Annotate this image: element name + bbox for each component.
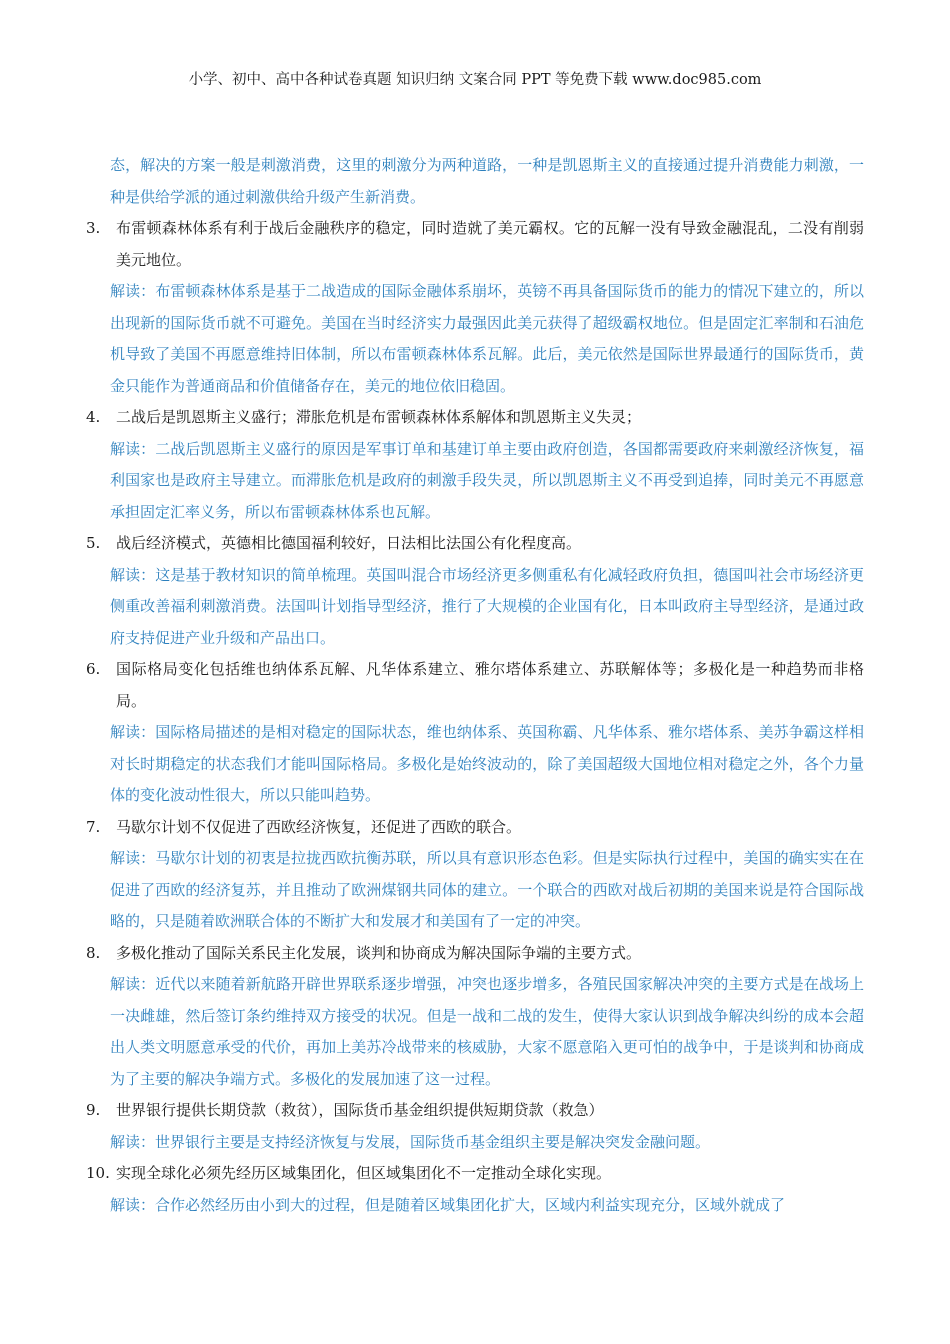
list-item — [86, 1095, 864, 1158]
item-statement: 战后经济模式，英德相比德国福利较好，日法相比法国公有化程度高。 — [116, 534, 582, 552]
page-header: 小学、初中、高中各种试卷真题 知识归纳 文案合同 PPT 等免费下载 www.doc985.com — [188, 72, 762, 88]
list-item — [86, 528, 864, 654]
item-interpretation: 解读：国际格局描述的是相对稳定的国际状态，维也纳体系、英国称霸、凡华体系、雅尔塔体系、美苏争霸这样相对长时期稳定的状态我们才能叫国际格局。多极化是始终波动的，除了美国超级大国地位相对稳定之外，各个力量体的变化波动性很大，所以只能叫趋势。 — [110, 723, 864, 804]
item-number: 10. — [86, 1164, 110, 1182]
item-interpretation: 解读：二战后凯恩斯主义盛行的原因是军事订单和基建订单主要由政府创造，各国都需要政府来刺激经济恢复，福利国家也是政府主导建立。而滞胀危机是政府的刺激手段失灵，所以凯恩斯主义不再受到追捧，同时美元不再愿意承担固定汇率义务，所以布雷顿森林体系也瓦解。 — [110, 439, 864, 521]
item-statement: 布雷顿森林体系有利于战后金融秩序的稳定，同时造就了美元霸权。它的瓦解一没有导致金融混乱，二没有削弱美元地位。 — [116, 219, 864, 269]
list-item — [86, 213, 864, 402]
item-number: 7. — [86, 817, 101, 836]
document-body — [86, 150, 864, 1221]
item-number: 3. — [86, 219, 101, 237]
item-statement: 世界银行提供长期贷款（救贫），国际货币基金组织提供短期贷款（救急） — [116, 1101, 604, 1119]
item-number: 4. — [86, 408, 101, 426]
item-interpretation: 解读：马歇尔计划的初衷是拉拢西欧抗衡苏联，所以具有意识形态色彩。但是实际执行过程中，美国的确实实在在促进了西欧的经济复苏，并且推动了欧洲煤钢共同体的建立。一个联合的西欧对战后初期的美国来说是符合国际战略的，只是随着欧洲联合体的不断扩大和发展才和美国有了一定的冲突。 — [110, 849, 864, 930]
item-interpretation: 解读：合作必然经历由小到大的过程，但是随着区域集团化扩大，区域内利益实现充分，区域外就成了 — [110, 1195, 786, 1214]
item-number: 5. — [86, 534, 101, 552]
intro-interpretation: 态，解决的方案一般是刺激消费，这里的刺激分为两种道路，一种是凯恩斯主义的直接通过提升消费能力刺激，一种是供给学派的通过刺激供给升级产生新消费。 — [110, 156, 864, 206]
item-statement: 实现全球化必须先经历区域集团化，但区域集团化不一定推动全球化实现。 — [116, 1164, 612, 1182]
item-statement: 马歇尔计划不仅促进了西欧经济恢复，还促进了西欧的联合。 — [116, 817, 522, 836]
list-item — [86, 938, 864, 1096]
item-number: 8. — [86, 943, 101, 962]
item-statement: 二战后是凯恩斯主义盛行；滞胀危机是布雷顿森林体系解体和凯恩斯主义失灵； — [116, 408, 642, 426]
item-number: 6. — [86, 660, 101, 678]
item-interpretation: 解读：布雷顿森林体系是基于二战造成的国际金融体系崩坏，英镑不再具备国际货币的能力的情况下建立的，所以出现新的国际货币就不可避免。美国在当时经济实力最强因此美元获得了超级霸权地位。但是固定汇率制和石油危机导致了美国不再愿意维持旧体制，所以布雷顿森林体系瓦解。此后，美元依然是国际世界最通行的国际货币，黄金只能作为普通商品和价值储备存在，美元的地位依旧稳固。 — [110, 282, 864, 395]
item-statement: 多极化推动了国际关系民主化发展，谈判和协商成为解决国际争端的主要方式。 — [116, 943, 642, 962]
item-interpretation: 解读：这是基于教材知识的简单梳理。英国叫混合市场经济更多侧重私有化减轻政府负担，德国叫社会市场经济更侧重改善福利刺激消费。法国叫计划指导型经济，推行了大规模的企业国有化，日本叫政府主导型经济，是通过政府支持促进产业升级和产品出口。 — [110, 565, 864, 647]
list-item — [86, 1158, 864, 1221]
list-item — [86, 402, 864, 528]
list-item — [86, 654, 864, 812]
list-item — [86, 812, 864, 938]
item-statement: 国际格局变化包括维也纳体系瓦解、凡华体系建立、雅尔塔体系建立、苏联解体等；多极化是一种趋势而非格局。 — [116, 660, 864, 710]
item-number: 9. — [86, 1101, 101, 1119]
item-interpretation: 解读：世界银行主要是支持经济恢复与发展，国际货币基金组织主要是解决突发金融问题。 — [110, 1132, 711, 1151]
item-interpretation: 解读：近代以来随着新航路开辟世界联系逐步增强，冲突也逐步增多，各殖民国家解决冲突的主要方式是在战场上一决雌雄，然后签订条约维持双方接受的状况。但是一战和二战的发生，使得大家认识到战争解决纠纷的成本会超出人类文明愿意承受的代价，再加上美苏冷战带来的核威胁，大家不愿意陷入更可怕的战争中，于是谈判和协商成为了主要的解决争端方式。多极化的发展加速了这一过程。 — [110, 975, 864, 1088]
